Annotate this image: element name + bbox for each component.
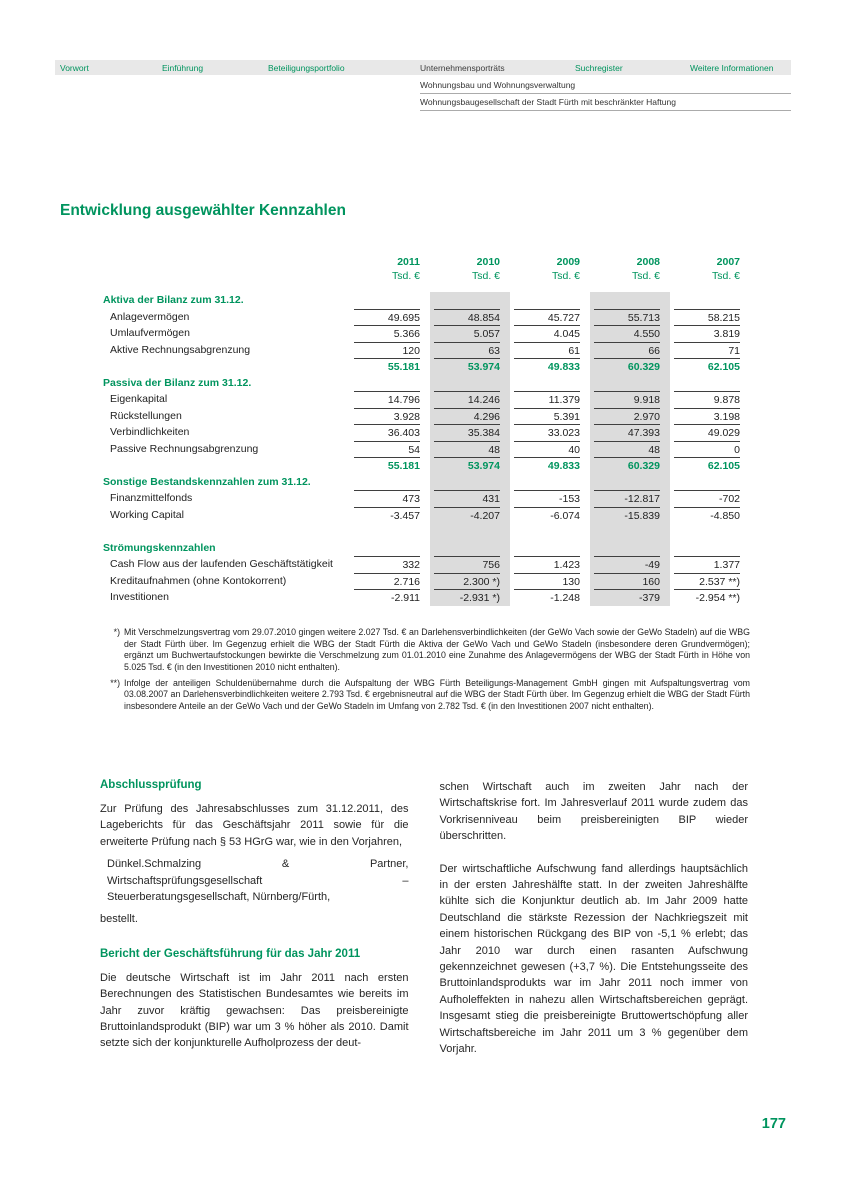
table-cell [430,408,510,425]
table-cell [590,507,670,524]
row-label: Sonstige Bestandskennzahlen zum 31.12. [103,475,311,488]
table-cell [430,441,510,458]
row-label: Anlagevermögen [110,310,190,323]
cell-value: -153 [514,490,580,507]
row-label: Working Capital [110,508,184,521]
table-cell [430,490,510,507]
row-label: Passive Rechnungsabgrenzung [110,442,259,455]
table-cell [510,507,590,524]
table-cell [670,375,750,392]
cell-value: 3.928 [354,408,420,425]
footnote [104,627,750,673]
table-cell [350,540,430,557]
table-cell [510,589,590,606]
cell-value: 756 [434,556,500,573]
cell-value: 431 [434,490,500,507]
table-cell [670,457,750,474]
footnote-marker: *) [113,627,120,637]
row-label: Investitionen [110,591,169,603]
table-cell [430,589,510,606]
breadcrumb-line-2: Wohnungsbaugesellschaft der Stadt Fürth mit beschränkter Haftung [420,94,791,111]
table-cell [510,391,590,408]
table-cell [350,490,430,507]
table-cell [350,424,430,441]
table-cell [430,523,510,540]
table-cell [510,325,590,342]
table-cell [350,556,430,573]
row-label: Aktiva der Bilanz zum 31.12. [103,294,244,306]
footnote-marker: **) [110,677,120,688]
table-cell [590,408,670,425]
table-row [103,309,750,326]
table-cell [670,474,750,491]
paragraph: bestellt. [100,913,138,926]
footnote-text: Mit Verschmelzungsvertrag vom 29.07.2010 gingen weitere 2.027 Tsd. € an Darlehensverbindlichkeiten (der GeWo Vach sowie der GeWo Stadeln) auf die WBG der Stadt Fürth über. Im Gegenzug erhielt die WBG der Stadt Fürth die Aktiva der GeWo Vach und GeWo Stadeln (insbesondere deren Grundvermögen); ergänzt um Buchwertaufstockungen bewirkte die Verschmelzung zum 01.01.2010 eine Zunahme des Anlagevermögens der WBG der Stadt Fürth in Höhe von 5.025 Tsd. € (in den Investitionen 2010 nicht enthalten). [124,627,750,672]
table-cell [670,507,750,524]
paragraph: Dünkel.Schmalzing & Partner, Wirtschaftsprüfungsgesellschaft – Steuerberatungsgesellschaft, Nürnberg/Fürth, [107,858,409,904]
cell-value: -15.839 [594,507,660,524]
table-cell [670,523,750,540]
row-label: Passiva der Bilanz zum 31.12. [103,376,252,389]
cell-value: 55.713 [594,309,660,326]
cell-value: 14.796 [354,391,420,408]
nav-item[interactable]: Suchregister [575,63,623,73]
row-label [103,523,350,540]
table-cell [590,325,670,342]
table-cell [670,441,750,458]
table-cell [510,523,590,540]
table-cell [510,490,590,507]
cell-value: 49.833 [514,457,580,474]
table-header-spacer [103,256,350,270]
cell-value: 1.377 [674,556,740,573]
table-cell [430,358,510,375]
table-header-years [103,256,750,270]
cell-value: 5.366 [354,325,420,342]
table-cell [670,589,750,606]
row-label: Rückstellungen [110,409,182,422]
cell-value: 54 [354,441,420,458]
table-cell [350,375,430,392]
table-cell [590,523,670,540]
row-label: Eigenkapital [110,393,168,405]
cell-value: 120 [354,342,420,359]
table-cell [350,325,430,342]
table-cell [670,573,750,590]
cell-value: 4.296 [434,408,500,425]
table-cell [670,556,750,573]
table-cell [590,292,670,309]
table-cell [430,309,510,326]
row-label: Umlaufvermögen [110,327,190,339]
kennzahlen-table [103,256,750,606]
table-cell [590,556,670,573]
table-cell [510,424,590,441]
table-row [103,474,750,491]
table-cell [590,441,670,458]
table-cell [590,457,670,474]
cell-value: 71 [674,342,740,359]
breadcrumb-line-1: Wohnungsbau und Wohnungsverwaltung [420,77,791,94]
table-year-header: 2011 [397,256,420,268]
cell-value: 60.329 [594,457,660,474]
cell-value: 49.833 [514,358,580,375]
cell-value: 2.716 [354,573,420,590]
table-year-header: 2008 [636,256,660,268]
table-row [103,490,750,507]
section-heading: Abschlussprüfung [100,779,202,791]
paragraph: Die deutsche Wirtschaft ist im Jahr 2011 nach ersten Berechnungen des Statistischen Bundesamtes wie bereits im Jahr zuvor kräftig gewachsen: Das preisbereinigte Bruttoinlandsprodukt (BIP) war um 3 % höher als 2010. Damit setzte sich der konjunkturelle Aufholprozess der deut- [100,971,409,1050]
table-row [103,540,750,557]
table-cell [510,556,590,573]
nav-item[interactable]: Beteiligungsportfolio [268,63,345,73]
row-label: Strömungskennzahlen [103,541,216,554]
table-cell [430,342,510,359]
cell-value: -4.850 [674,507,740,524]
table-unit-header: Tsd. € [551,270,580,282]
table-cell [350,358,430,375]
cell-value: 9.918 [594,391,660,408]
table-cell [670,309,750,326]
table-cell [590,573,670,590]
table-cell [350,589,430,606]
table-row [103,424,750,441]
table-row [103,441,750,458]
nav-item[interactable]: Unternehmensporträts [420,63,505,73]
table-cell [350,457,430,474]
table-unit-header: Tsd. € [711,270,740,282]
cell-value: 63 [434,342,500,359]
cell-value: -1.248 [514,589,580,606]
table-unit-header: Tsd. € [471,270,500,282]
cell-value: -6.074 [514,507,580,524]
cell-value: 332 [354,556,420,573]
cell-value: -4.207 [434,507,500,524]
table-cell [510,292,590,309]
table-cell [590,474,670,491]
footnote [104,678,750,713]
table-row [103,589,750,606]
cell-value: 2.300 *) [434,573,500,590]
cell-value: 2.970 [594,408,660,425]
nav-item[interactable]: Weitere Informationen [690,63,774,73]
cell-value: 55.181 [354,457,420,474]
table-cell [510,375,590,392]
cell-value: 9.878 [674,391,740,408]
cell-value: -702 [674,490,740,507]
table-row [103,573,750,590]
table-cell [590,490,670,507]
table-cell [590,309,670,326]
row-label: Finanzmittelfonds [110,492,193,504]
breadcrumb [420,77,791,111]
cell-value: 33.023 [514,424,580,441]
table-row [103,507,750,524]
table-unit-header: Tsd. € [391,270,420,282]
cell-value: 5.391 [514,408,580,425]
table-cell [350,408,430,425]
cell-value: 14.246 [434,391,500,408]
table-cell [670,342,750,359]
table-header-spacer [103,270,350,292]
top-navigation [55,60,791,75]
cell-value: 130 [514,573,580,590]
nav-item[interactable]: Vorwort [60,63,89,73]
table-cell [350,391,430,408]
cell-value: -3.457 [354,507,420,524]
table-cell [670,424,750,441]
table-cell [350,573,430,590]
table-cell [590,358,670,375]
cell-value: 48 [594,441,660,458]
cell-value: -2.954 **) [674,589,740,606]
table-year-header: 2007 [716,256,740,268]
cell-value: 55.181 [354,358,420,375]
body-column-right [440,779,749,1074]
table-row [103,342,750,359]
cell-value: 473 [354,490,420,507]
table-cell [510,358,590,375]
table-cell [350,441,430,458]
cell-value: 49.029 [674,424,740,441]
table-cell [590,391,670,408]
table-cell [350,292,430,309]
cell-value: -49 [594,556,660,573]
cell-value: 5.057 [434,325,500,342]
table-row [103,358,750,375]
table-row [103,325,750,342]
cell-value: -379 [594,589,660,606]
cell-value: 48.854 [434,309,500,326]
cell-value: 3.198 [674,408,740,425]
table-cell [350,474,430,491]
table-year-header: 2009 [556,256,580,268]
cell-value: 53.974 [434,358,500,375]
table-row [103,375,750,392]
cell-value: 0 [674,441,740,458]
table-row [103,391,750,408]
body-columns [100,779,748,1074]
table-cell [430,424,510,441]
table-cell [510,474,590,491]
footnotes [104,627,750,717]
cell-value: 4.045 [514,325,580,342]
table-unit-header: Tsd. € [631,270,660,282]
table-cell [430,474,510,491]
cell-value: 47.393 [594,424,660,441]
table-cell [670,408,750,425]
table-cell [670,540,750,557]
table-cell [590,375,670,392]
table-year-header: 2010 [476,256,500,268]
row-label [103,457,350,474]
table-cell [510,309,590,326]
cell-value: 53.974 [434,457,500,474]
cell-value: -2.931 *) [434,589,500,606]
paragraph: Der wirtschaftliche Aufschwung fand allerdings hauptsächlich in der ersten Jahreshälfte statt. In der zweiten Jahreshälfte kühlte sich die Konjunktur deutlich ab. Im Jahr 2009 hatte Deutschland die stärkste Rezession der Nachkriegszeit mit einem historischen Rückgang des BIP von -5,1 % erlebt; das Jahr 2010 war durch einen rasanten Aufschwung gekennzeichnet gewesen (+3,7 %). Die Entstehungsseite des Bruttoinlandsprodukts war im Jahr 2011 noch immer von Aufholeffekten in nahezu allen Wirtschaftsbereichen geprägt. Insgesamt stieg die preisbereinigte Bruttowertschöpfung aller Wirtschaftsbereiche im Jahr 2011 um 3 % gegenüber dem Vorjahr. [439,862,748,1056]
cell-value: 58.215 [674,309,740,326]
paragraph: Zur Prüfung des Jahresabschlusses zum 31.12.2011, des Lageberichts für das Geschäftsjahr 2011 sowie für die erweiterte Prüfung nach § 53 HGrG war, wie in den Vorjahren, [100,803,409,848]
body-column-left [100,779,409,1074]
table-cell [510,441,590,458]
table-row [103,408,750,425]
table-cell [670,325,750,342]
page-number: 177 [761,1116,786,1132]
table-cell [430,457,510,474]
cell-value: 61 [514,342,580,359]
table-cell [430,292,510,309]
cell-value: 35.384 [434,424,500,441]
table-row [103,292,750,309]
table-cell [430,507,510,524]
table-cell [350,523,430,540]
table-cell [670,490,750,507]
cell-value: 66 [594,342,660,359]
table-cell [350,309,430,326]
table-cell [430,375,510,392]
table-row [103,457,750,474]
table-cell [590,540,670,557]
cell-value: 48 [434,441,500,458]
table-cell [350,507,430,524]
cell-value: 49.695 [354,309,420,326]
table-cell [670,391,750,408]
table-cell [350,342,430,359]
table-row [103,523,750,540]
cell-value: 4.550 [594,325,660,342]
row-label [103,358,350,375]
table-row [103,556,750,573]
row-label: Aktive Rechnungsabgrenzung [110,343,251,356]
table-cell [670,358,750,375]
cell-value: 1.423 [514,556,580,573]
row-label: Kreditaufnahmen (ohne Kontokorrent) [110,574,287,587]
cell-value: 40 [514,441,580,458]
table-header-units [103,270,750,292]
cell-value: 2.537 **) [674,573,740,590]
table-cell [590,589,670,606]
table-cell [430,556,510,573]
table-cell [430,573,510,590]
table-cell [670,292,750,309]
paragraph: schen Wirtschaft auch im zweiten Jahr nach der Wirtschaftskrise fort. Im Jahresverlauf 2011 wurde zudem das Vorkrisenniveau beim preisbereinigten BIP wieder überschritten. [439,781,748,843]
section-heading: Bericht der Geschäftsführung für das Jahr 2011 [100,947,361,960]
cell-value: 62.105 [674,457,740,474]
cell-value: 3.819 [674,325,740,342]
row-label: Cash Flow aus der laufenden Geschäftstätigkeit [110,558,333,570]
table-cell [590,342,670,359]
table-cell [510,457,590,474]
cell-value: 36.403 [354,424,420,441]
cell-value: 160 [594,573,660,590]
footnote-text: Infolge der anteiligen Schuldenübernahme durch die Aufspaltung der WBG Fürth Beteiligungs-Management GmbH gingen mit Aufspaltungsvertrag vom 03.08.2007 an Darlehensverbindlichkeiten weitere 2.793 Tsd. € ergebnisneutral auf die WBG der Stadt Fürth über. Im Gegenzug erhielt die WBG der Stadt Fürth insbesondere Anteile an der GeWo Vach und der GeWo Stadeln im Umfang von 2.782 Tsd. € (in den Investitionen 2007 nicht enthalten). [124,677,750,712]
cell-value: 62.105 [674,358,740,375]
cell-value: 60.329 [594,358,660,375]
cell-value: -12.817 [594,490,660,507]
page-title: Entwicklung ausgewählter Kennzahlen [60,202,346,219]
table-cell [510,540,590,557]
table-cell [590,424,670,441]
cell-value: 45.727 [514,309,580,326]
table-cell [510,408,590,425]
table-cell [510,573,590,590]
table-cell [430,325,510,342]
table-cell [430,391,510,408]
cell-value: -2.911 [354,589,420,606]
table-cell [510,342,590,359]
nav-item[interactable]: Einführung [162,63,204,73]
table-cell [430,540,510,557]
row-label: Verbindlichkeiten [110,426,190,438]
cell-value: 11.379 [514,391,580,408]
